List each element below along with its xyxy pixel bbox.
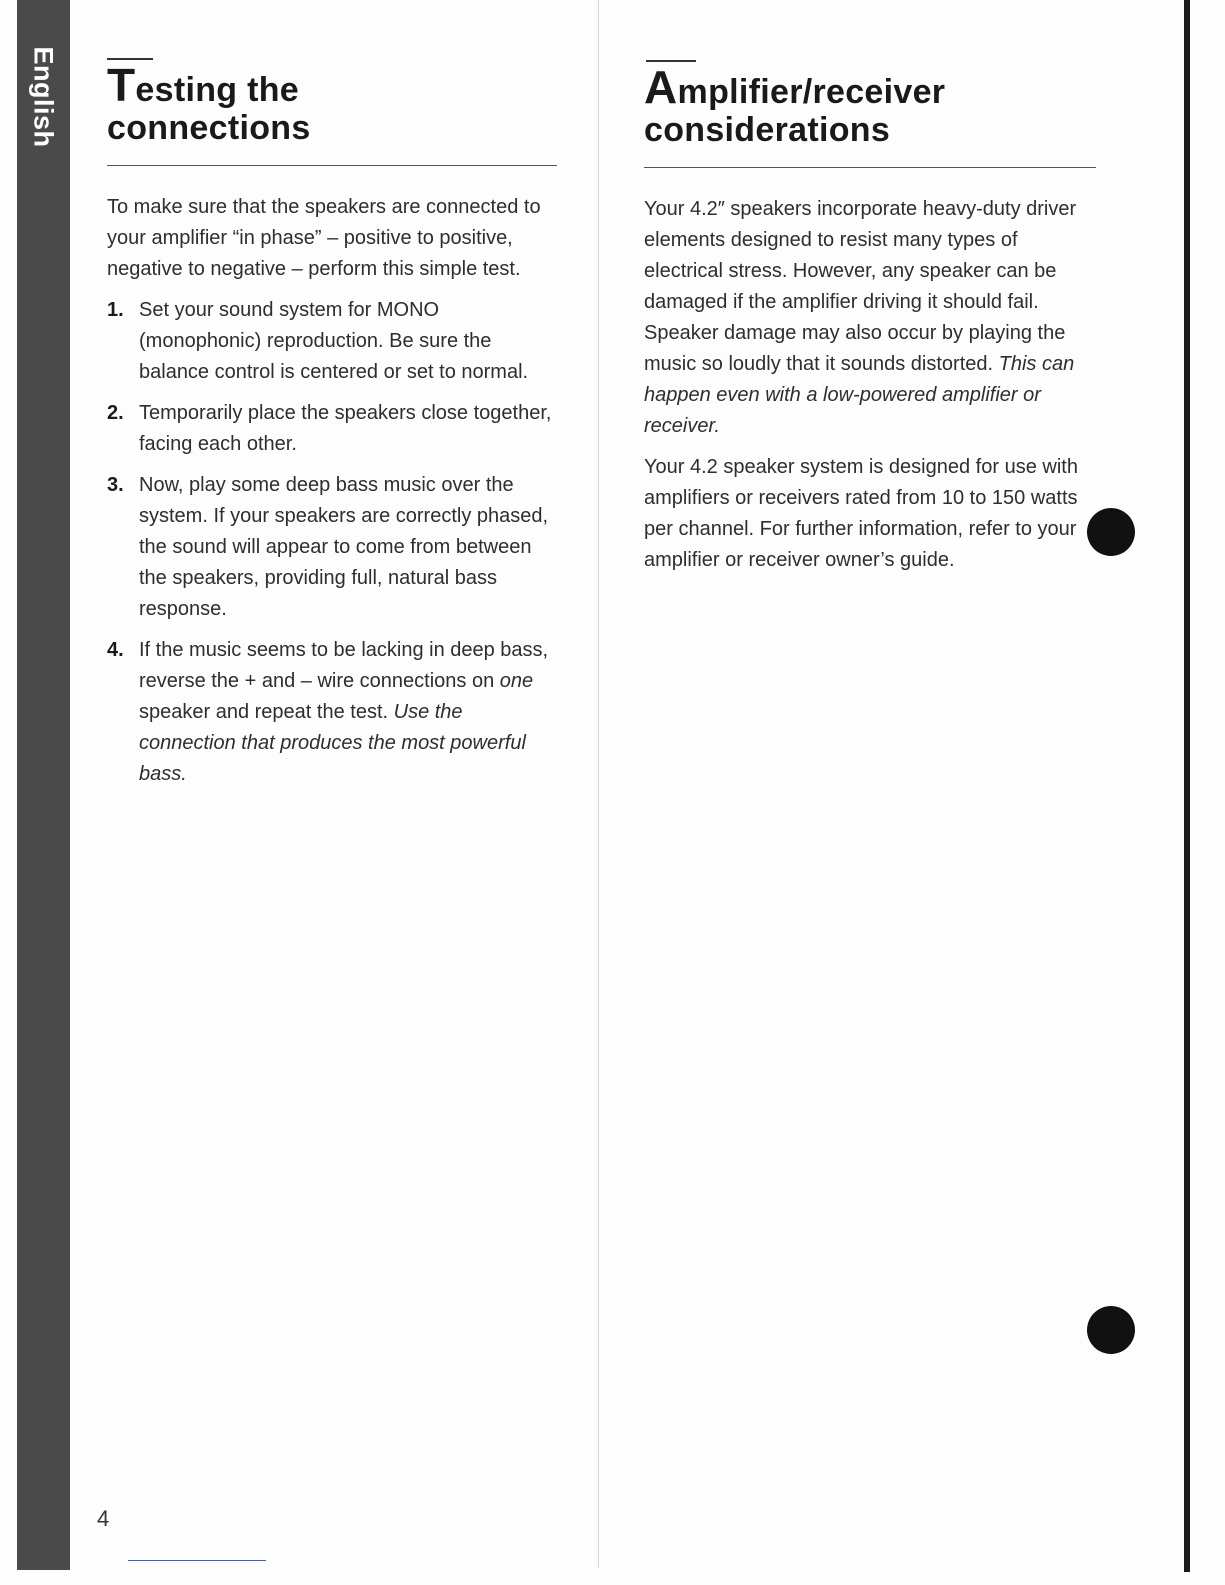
step-text-italic: Use the connection that produces the most powerful bass. bbox=[139, 701, 526, 785]
step-text: Temporarily place the speakers close together, facing each other. bbox=[139, 402, 552, 455]
language-tab-label: English bbox=[28, 46, 59, 148]
step-number: 1. bbox=[107, 299, 124, 321]
step-text: speaker and repeat the test. bbox=[139, 701, 389, 723]
intro-paragraph: To make sure that the speakers are connected to your amplifier “in phase” – positive to positive, negative to negative – perform this simple test. bbox=[107, 196, 541, 280]
step-number: 3. bbox=[107, 474, 124, 496]
step-number: 4. bbox=[107, 639, 124, 661]
body-paragraph: Your 4.2 speaker system is designed for use with amplifiers or receivers rated from 10 to 150 watts per channel. For further information, refer to your amplifier or receiver owner’s guide. bbox=[644, 456, 1078, 571]
body-paragraph: Your 4.2″ speakers incorporate heavy-duty driver elements designed to resist many types of electrical stress. However, any speaker can be damaged if the amplifier driving it should fail. Speaker damage may also occur by playing the music so loudly that it sounds distorted. This can happen even with a low-powered amplifier or receiver. bbox=[644, 198, 1077, 437]
section-title: Amplifier/receiver considerations bbox=[644, 61, 946, 149]
step-item bbox=[107, 398, 557, 460]
title-rule bbox=[107, 165, 557, 166]
binder-hole-icon bbox=[1087, 1306, 1135, 1354]
step-text: If the music seems to be lacking in deep bass, reverse the + and – wire connections on bbox=[139, 639, 549, 692]
language-tab bbox=[17, 22, 70, 172]
section-title: Testing the connections bbox=[107, 59, 311, 147]
steps-list bbox=[107, 295, 557, 790]
step-number: 2. bbox=[107, 402, 124, 424]
step-item bbox=[107, 295, 557, 388]
language-sidebar-bar bbox=[17, 0, 70, 1570]
step-item bbox=[107, 635, 557, 790]
testing-connections-section bbox=[107, 58, 557, 800]
page-number: 4 bbox=[97, 1506, 110, 1531]
column-divider bbox=[598, 0, 599, 1568]
step-text: Now, play some deep bass music over the system. If your speakers are correctly phased, the sound will appear to come from between the speakers, providing full, natural bass response. bbox=[139, 474, 549, 620]
title-rule bbox=[644, 167, 1096, 168]
step-text-emphasis: one bbox=[499, 670, 534, 692]
step-item bbox=[107, 470, 557, 625]
amplifier-considerations-section bbox=[644, 60, 1096, 586]
footer-line bbox=[128, 1560, 266, 1561]
step-text: Set your sound system for MONO (monophonic) reproduction. Be sure the balance control is centered or set to normal. bbox=[139, 299, 529, 383]
page-edge bbox=[1184, 0, 1190, 1572]
